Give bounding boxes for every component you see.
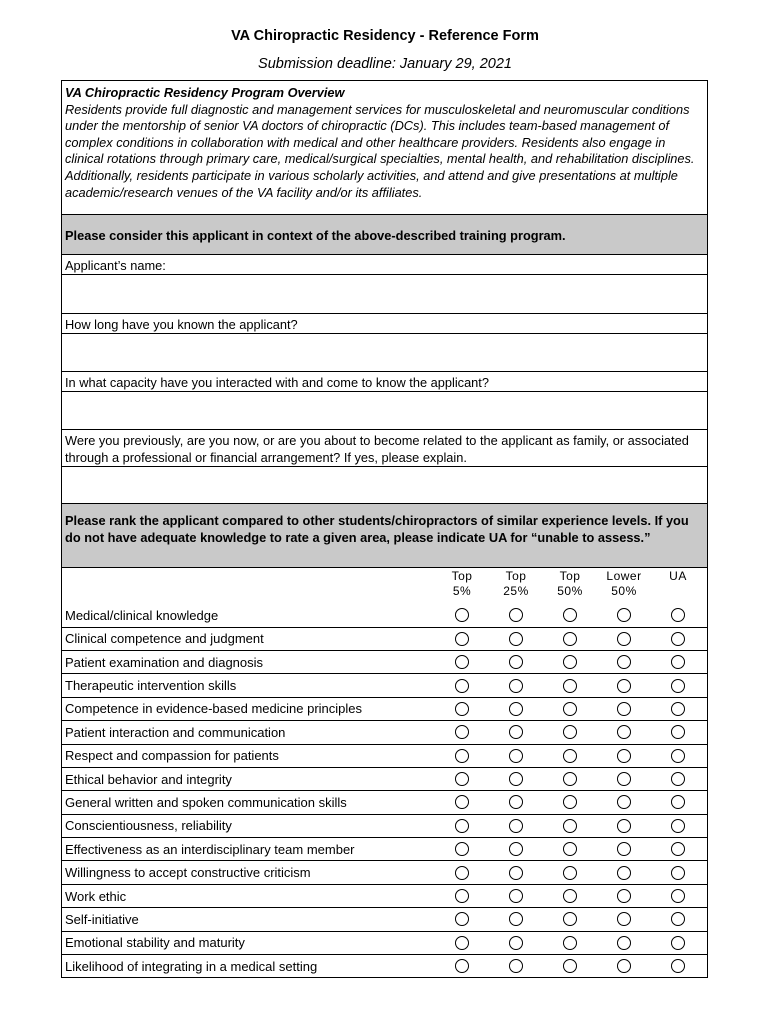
radio-top-50[interactable] — [563, 889, 577, 903]
radio-ua[interactable] — [671, 936, 685, 950]
radio-ua[interactable] — [671, 702, 685, 716]
rating-row — [62, 698, 707, 721]
radio-top-25[interactable] — [509, 655, 523, 669]
rating-cell — [435, 679, 489, 693]
rating-cell — [597, 936, 651, 950]
col-top-50: Top 50% — [557, 569, 583, 599]
radio-top-5[interactable] — [455, 795, 469, 809]
rating-row — [62, 791, 707, 814]
radio-top-50[interactable] — [563, 866, 577, 880]
overview-text: Residents provide full diagnostic and management services for musculoskeletal and neuromuscular conditions under the mentorship of senior VA doctors of chiropractic (DCs). This includes team-based management of complex conditions in collaboration with medical and other healthcare providers. Residents also engage in clinical rotations through primary care, medical/surgical specialties, mental health, and rehabilitation disciplines. Additionally, residents participate in various scholarly activities, and attend and give presentations at multiple academic/research venues of the VA facility and/or its affiliates. — [65, 101, 695, 200]
rating-row — [62, 861, 707, 884]
rating-cell — [489, 608, 543, 622]
rating-cell — [651, 819, 705, 833]
radio-ua[interactable] — [671, 608, 685, 622]
radio-lower-50[interactable] — [617, 795, 631, 809]
rating-cell — [651, 749, 705, 763]
radio-ua[interactable] — [671, 632, 685, 646]
rating-cell — [597, 842, 651, 856]
rating-cell — [651, 866, 705, 880]
rating-cell — [435, 936, 489, 950]
reference-form — [61, 80, 708, 978]
radio-top-5[interactable] — [455, 702, 469, 716]
radio-top-25[interactable] — [509, 702, 523, 716]
rating-cell — [543, 819, 597, 833]
rating-criterion-label: Emotional stability and maturity — [65, 935, 245, 951]
radio-top-50[interactable] — [563, 772, 577, 786]
rating-cell — [543, 679, 597, 693]
consider-heading: Please consider this applicant in context of the above-described training program. — [62, 215, 707, 255]
rating-cell — [597, 679, 651, 693]
rating-cell — [597, 655, 651, 669]
rating-cell — [543, 795, 597, 809]
radio-top-50[interactable] — [563, 655, 577, 669]
rating-criterion-label: Ethical behavior and integrity — [65, 771, 232, 787]
radio-top-25[interactable] — [509, 842, 523, 856]
radio-top-5[interactable] — [455, 608, 469, 622]
rating-cell — [489, 655, 543, 669]
radio-ua[interactable] — [671, 819, 685, 833]
radio-ua[interactable] — [671, 889, 685, 903]
rating-criterion-label: Work ethic — [65, 888, 127, 904]
radio-top-25[interactable] — [509, 819, 523, 833]
rating-cell — [435, 912, 489, 926]
rating-cell — [597, 749, 651, 763]
radio-lower-50[interactable] — [617, 608, 631, 622]
rating-cell — [651, 725, 705, 739]
radio-ua[interactable] — [671, 725, 685, 739]
rating-cell — [489, 866, 543, 880]
rating-cell — [435, 772, 489, 786]
rating-cell — [543, 936, 597, 950]
rating-cell — [543, 772, 597, 786]
rating-cell — [597, 889, 651, 903]
rating-cell — [435, 608, 489, 622]
rating-criterion-label: Willingness to accept constructive criticism — [65, 865, 311, 881]
rating-cell — [543, 912, 597, 926]
radio-top-25[interactable] — [509, 959, 523, 973]
rating-criterion-label: Self-initiative — [65, 911, 139, 927]
col-top-5: Top 5% — [451, 569, 473, 599]
rating-cell — [597, 866, 651, 880]
rating-row — [62, 838, 707, 861]
radio-top-50[interactable] — [563, 679, 577, 693]
radio-lower-50[interactable] — [617, 959, 631, 973]
radio-top-5[interactable] — [455, 842, 469, 856]
radio-top-50[interactable] — [563, 795, 577, 809]
rating-cell — [651, 795, 705, 809]
rating-cell — [435, 702, 489, 716]
rating-criterion-label: Respect and compassion for patients — [65, 748, 279, 764]
radio-top-5[interactable] — [455, 632, 469, 646]
rating-cell — [435, 725, 489, 739]
rating-row — [62, 628, 707, 651]
rating-cell — [597, 959, 651, 973]
radio-ua[interactable] — [671, 772, 685, 786]
radio-top-50[interactable] — [563, 819, 577, 833]
rating-cell — [489, 819, 543, 833]
radio-top-50[interactable] — [563, 959, 577, 973]
form-title: VA Chiropractic Residency - Reference Form — [231, 28, 539, 44]
rating-cell — [651, 679, 705, 693]
rating-cell — [489, 679, 543, 693]
rating-cell — [435, 655, 489, 669]
question-label-relation: Were you previously, are you now, or are you about to become related to the applicant as family, or associated through a professional or financial arrangement? If yes, please explain. — [62, 430, 707, 467]
radio-lower-50[interactable] — [617, 632, 631, 646]
rating-cell — [435, 959, 489, 973]
rating-criterion-label: Effectiveness as an interdisciplinary team member — [65, 841, 355, 857]
radio-lower-50[interactable] — [617, 679, 631, 693]
radio-lower-50[interactable] — [617, 772, 631, 786]
col-top-25: Top 25% — [503, 569, 529, 599]
radio-top-25[interactable] — [509, 725, 523, 739]
rating-criterion-label: General written and spoken communication skills — [65, 794, 347, 810]
rating-row — [62, 955, 707, 977]
radio-top-5[interactable] — [455, 819, 469, 833]
rating-cell — [489, 632, 543, 646]
rating-cell — [597, 819, 651, 833]
radio-top-5[interactable] — [455, 959, 469, 973]
rating-cell — [543, 632, 597, 646]
rating-cell — [435, 819, 489, 833]
radio-ua[interactable] — [671, 866, 685, 880]
rating-row — [62, 604, 707, 627]
radio-top-5[interactable] — [455, 772, 469, 786]
radio-top-5[interactable] — [455, 889, 469, 903]
submission-deadline: Submission deadline: January 29, 2021 — [258, 56, 512, 72]
rating-cell — [489, 772, 543, 786]
radio-top-50[interactable] — [563, 702, 577, 716]
program-overview — [62, 81, 707, 215]
capacity-field[interactable] — [62, 392, 707, 430]
rating-cell — [435, 749, 489, 763]
rank-heading: Please rank the applicant compared to other students/chiropractors of similar experience levels. If you do not have adequate knowledge to rate a given area, please indicate UA for “unable to assess.” — [62, 504, 707, 568]
rating-row — [62, 885, 707, 908]
question-label-name: Applicant’s name: — [62, 255, 707, 275]
radio-lower-50[interactable] — [617, 655, 631, 669]
radio-top-5[interactable] — [455, 912, 469, 926]
rating-cell — [543, 889, 597, 903]
radio-top-25[interactable] — [509, 772, 523, 786]
rating-cell — [651, 632, 705, 646]
radio-lower-50[interactable] — [617, 889, 631, 903]
rating-cell — [651, 772, 705, 786]
rating-cell — [543, 725, 597, 739]
radio-lower-50[interactable] — [617, 749, 631, 763]
radio-top-5[interactable] — [455, 866, 469, 880]
rating-cell — [651, 655, 705, 669]
rating-cell — [543, 608, 597, 622]
radio-top-25[interactable] — [509, 866, 523, 880]
rating-cell — [651, 842, 705, 856]
rating-criterion-label: Patient examination and diagnosis — [65, 654, 264, 670]
radio-ua[interactable] — [671, 795, 685, 809]
col-ua: UA — [669, 569, 687, 584]
radio-top-25[interactable] — [509, 936, 523, 950]
rating-cell — [489, 936, 543, 950]
rating-cell — [489, 959, 543, 973]
radio-top-5[interactable] — [455, 749, 469, 763]
rating-cell — [435, 866, 489, 880]
rating-cell — [435, 632, 489, 646]
radio-top-5[interactable] — [455, 655, 469, 669]
radio-lower-50[interactable] — [617, 936, 631, 950]
rating-cell — [489, 725, 543, 739]
radio-top-50[interactable] — [563, 632, 577, 646]
relation-field[interactable] — [62, 467, 707, 504]
radio-ua[interactable] — [671, 959, 685, 973]
radio-top-50[interactable] — [563, 936, 577, 950]
rating-criterion-label: Likelihood of integrating in a medical setting — [65, 958, 318, 974]
rating-criterion-label: Patient interaction and communication — [65, 724, 286, 740]
radio-top-25[interactable] — [509, 749, 523, 763]
radio-top-5[interactable] — [455, 725, 469, 739]
radio-top-50[interactable] — [563, 912, 577, 926]
rating-cell — [651, 702, 705, 716]
radio-lower-50[interactable] — [617, 912, 631, 926]
overview-title: VA Chiropractic Residency Program Overview — [65, 85, 345, 100]
rating-row — [62, 674, 707, 697]
rating-cell — [543, 959, 597, 973]
rating-cell — [597, 912, 651, 926]
rating-cell — [543, 749, 597, 763]
radio-top-25[interactable] — [509, 632, 523, 646]
rating-cell — [651, 912, 705, 926]
rating-cell — [543, 702, 597, 716]
rating-cell — [651, 608, 705, 622]
radio-top-25[interactable] — [509, 795, 523, 809]
rating-row — [62, 768, 707, 791]
rating-cell — [543, 842, 597, 856]
radio-top-50[interactable] — [563, 608, 577, 622]
radio-ua[interactable] — [671, 842, 685, 856]
radio-ua[interactable] — [671, 679, 685, 693]
rating-cell — [597, 725, 651, 739]
rating-cell — [489, 749, 543, 763]
rating-criterion-label: Competence in evidence-based medicine principles — [65, 701, 363, 717]
radio-lower-50[interactable] — [617, 819, 631, 833]
rating-cell — [543, 866, 597, 880]
radio-ua[interactable] — [671, 912, 685, 926]
rating-cell — [597, 772, 651, 786]
rating-cell — [489, 912, 543, 926]
rating-cell — [597, 608, 651, 622]
rating-cell — [597, 702, 651, 716]
rating-row — [62, 908, 707, 931]
rating-cell — [489, 795, 543, 809]
radio-lower-50[interactable] — [617, 725, 631, 739]
rating-criterion-label: Medical/clinical knowledge — [65, 607, 219, 623]
radio-ua[interactable] — [671, 749, 685, 763]
applicant-name-field[interactable] — [62, 275, 707, 314]
radio-top-25[interactable] — [509, 679, 523, 693]
rating-criterion-label: Therapeutic intervention skills — [65, 678, 237, 694]
rating-cell — [651, 889, 705, 903]
radio-top-50[interactable] — [563, 842, 577, 856]
radio-top-5[interactable] — [455, 936, 469, 950]
radio-lower-50[interactable] — [617, 842, 631, 856]
rating-row — [62, 651, 707, 674]
rating-cell — [435, 795, 489, 809]
known-duration-field[interactable] — [62, 334, 707, 372]
rating-cell — [435, 842, 489, 856]
col-lower-50: Lower 50% — [606, 569, 642, 599]
radio-lower-50[interactable] — [617, 866, 631, 880]
radio-top-50[interactable] — [563, 749, 577, 763]
radio-top-25[interactable] — [509, 912, 523, 926]
rating-cell — [543, 655, 597, 669]
rating-criterion-label: Conscientiousness, reliability — [65, 818, 232, 834]
rating-cell — [651, 959, 705, 973]
radio-ua[interactable] — [671, 655, 685, 669]
rating-cell — [489, 889, 543, 903]
radio-lower-50[interactable] — [617, 702, 631, 716]
radio-top-25[interactable] — [509, 889, 523, 903]
rating-cell — [435, 889, 489, 903]
rating-table — [62, 604, 707, 977]
rating-cell — [651, 936, 705, 950]
question-label-duration: How long have you known the applicant? — [62, 314, 707, 334]
rating-cell — [489, 842, 543, 856]
radio-top-25[interactable] — [509, 608, 523, 622]
radio-top-50[interactable] — [563, 725, 577, 739]
rating-column-headers — [62, 568, 707, 599]
rating-row — [62, 721, 707, 744]
rating-row — [62, 932, 707, 955]
rating-cell — [597, 795, 651, 809]
radio-top-5[interactable] — [455, 679, 469, 693]
rating-row — [62, 815, 707, 838]
rating-cell — [597, 632, 651, 646]
rating-criterion-label: Clinical competence and judgment — [65, 631, 264, 647]
rating-row — [62, 745, 707, 768]
question-label-capacity: In what capacity have you interacted with and come to know the applicant? — [62, 372, 707, 392]
rating-cell — [489, 702, 543, 716]
